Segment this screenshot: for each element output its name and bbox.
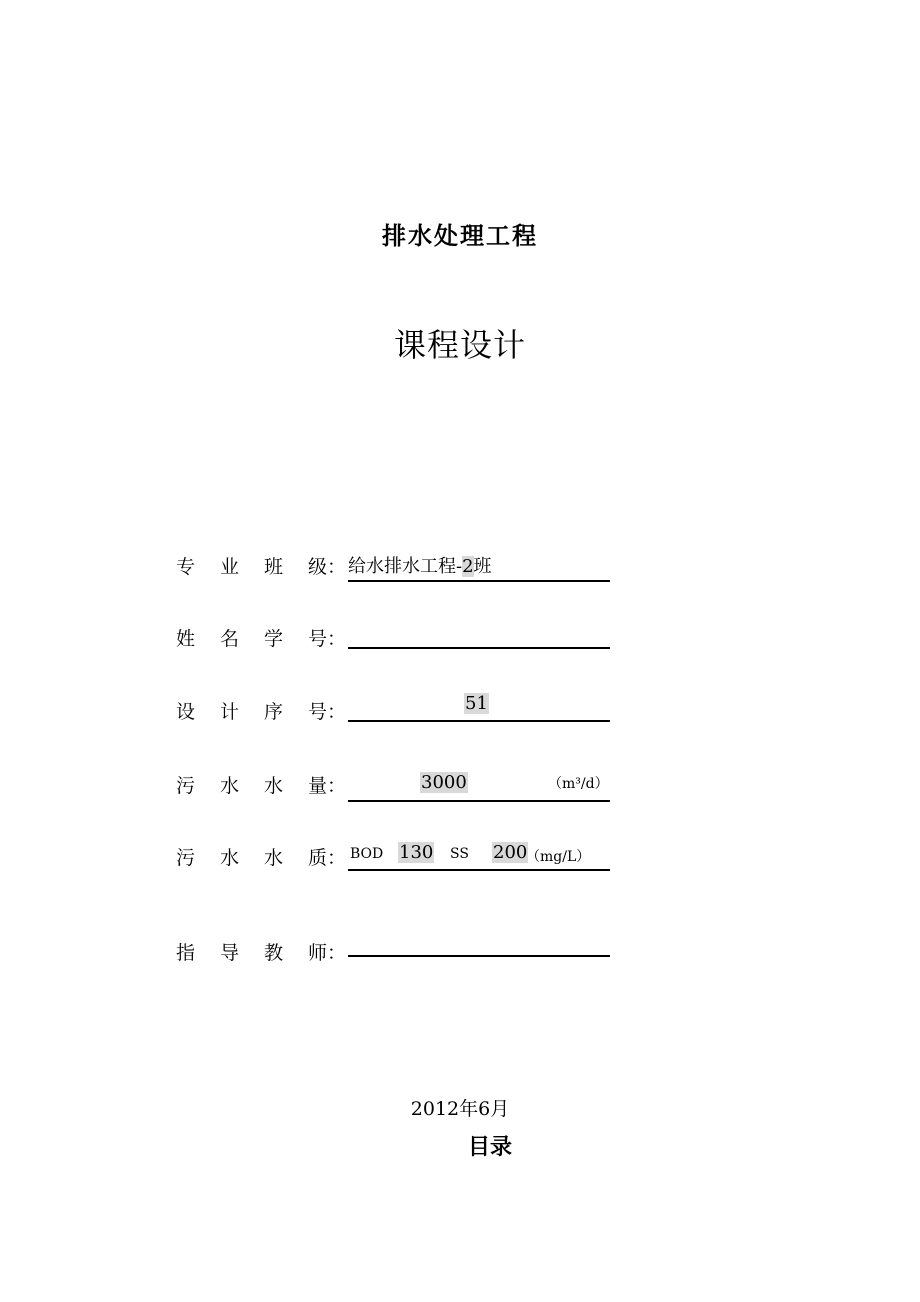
quality-unit: （mg/L） [526, 849, 591, 865]
bod-value[interactable]: 130 [399, 842, 434, 863]
label-char: 序 [263, 701, 283, 723]
ss-value[interactable]: 200 [493, 842, 528, 863]
label-char: 污 [176, 847, 196, 869]
seq-underline [348, 720, 610, 722]
class-label [176, 552, 346, 579]
bod-label: BOD [350, 846, 384, 862]
label-char: 号： [307, 628, 346, 650]
date: 2012年6月 [410, 1098, 510, 1120]
toc-heading: 目录 [468, 1135, 513, 1160]
seq-value[interactable]: 51 [465, 693, 488, 714]
page-subtitle: 课程设计 [393, 326, 526, 364]
teacher-field[interactable] [348, 955, 610, 957]
ss-label: SS [450, 846, 469, 862]
label-char: 量： [307, 775, 346, 797]
label-char: 学 [263, 628, 283, 650]
label-char: 污 [176, 775, 196, 797]
label-char: 级： [307, 556, 346, 578]
quality-label [176, 843, 346, 870]
label-char: 名 [219, 628, 239, 650]
flow-value[interactable]: 3000 [421, 772, 467, 793]
class-value-prefix: 给水排水工程- [348, 556, 463, 577]
label-char: 姓 [176, 628, 196, 650]
page-title: 排水处理工程 [382, 222, 538, 250]
label-char: 水 [219, 775, 239, 797]
label-char: 业 [219, 556, 239, 578]
label-char: 质： [307, 847, 346, 869]
label-char: 设 [176, 701, 196, 723]
name-label [176, 624, 346, 651]
name-field[interactable] [348, 647, 610, 649]
flow-underline [348, 800, 610, 802]
flow-label [176, 771, 346, 798]
label-char: 计 [219, 701, 239, 723]
seq-label [176, 697, 346, 724]
label-char: 导 [219, 942, 239, 964]
label-char: 水 [219, 847, 239, 869]
class-value-num: 2 [462, 556, 474, 577]
flow-unit: （m³/d） [548, 776, 609, 792]
label-char: 指 [176, 942, 196, 964]
label-char: 师： [307, 942, 346, 964]
label-char: 教 [263, 942, 283, 964]
class-value-suffix: 班 [473, 556, 492, 577]
label-char: 号： [307, 701, 346, 723]
class-field[interactable] [348, 552, 492, 578]
label-char: 专 [176, 556, 196, 578]
quality-underline [348, 869, 610, 871]
label-char: 班 [263, 556, 283, 578]
class-underline [348, 580, 610, 582]
label-char: 水 [263, 775, 283, 797]
teacher-label [176, 938, 346, 965]
label-char: 水 [263, 847, 283, 869]
